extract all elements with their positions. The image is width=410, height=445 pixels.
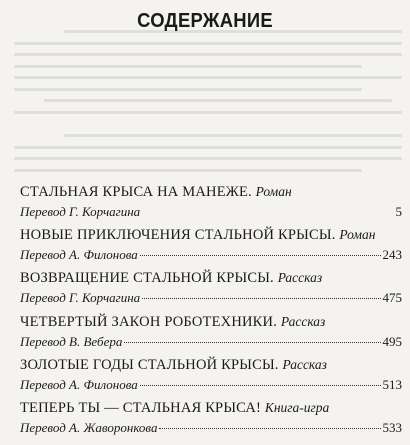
entry-page-number: 243 xyxy=(382,247,402,263)
toc-entry[interactable] xyxy=(20,399,402,442)
entry-page-number: 513 xyxy=(382,376,402,392)
entry-line xyxy=(20,289,402,307)
entry-page-number: 475 xyxy=(382,290,402,306)
entry-line xyxy=(20,333,402,351)
entry-line xyxy=(20,376,402,394)
dot-leader xyxy=(142,298,380,299)
entry-line xyxy=(20,419,402,437)
entry-translator: Перевод А. Жаворонкова xyxy=(20,419,158,435)
entry-translator: Перевод Г. Корчагина xyxy=(20,290,141,306)
entry-translator: Перевод А. Филонова xyxy=(20,376,138,392)
entry-title: ВОЗВРАЩЕНИЕ СТАЛЬНОЙ КРЫСЫ. Рассказ xyxy=(20,270,323,287)
entry-translator: Перевод Г. Корчагина xyxy=(20,204,141,219)
table-of-contents xyxy=(20,183,402,442)
entry-page-number: 495 xyxy=(382,333,402,349)
bleed-through-text xyxy=(14,30,402,180)
toc-entry[interactable] xyxy=(20,356,402,399)
entry-translator: Перевод А. Филонова xyxy=(20,247,138,263)
entry-title: ЗОЛОТЫЕ ГОДЫ СТАЛЬНОЙ КРЫСЫ. Рассказ xyxy=(20,356,327,373)
toc-entry[interactable] xyxy=(20,183,402,226)
entry-page-number: 533 xyxy=(382,419,402,435)
dot-leader xyxy=(159,428,380,429)
toc-entry[interactable] xyxy=(20,226,402,269)
entry-title: ТЕПЕРЬ ТЫ — СТАЛЬНАЯ КРЫСА! Книга-игра xyxy=(20,399,330,416)
toc-entry[interactable] xyxy=(20,269,402,312)
entry-title: НОВЫЕ ПРИКЛЮЧЕНИЯ СТАЛЬНОЙ КРЫСЫ. Роман xyxy=(20,227,376,244)
entry-title: ЧЕТВЕРТЫЙ ЗАКОН РОБОТЕХНИКИ. Рассказ xyxy=(20,313,326,330)
entry-line xyxy=(20,203,402,221)
dot-leader xyxy=(140,255,381,256)
entry-page-number: 5 xyxy=(395,204,402,219)
dot-leader xyxy=(140,385,381,386)
entry-line xyxy=(20,246,402,264)
dot-leader xyxy=(124,342,380,343)
page-title: СОДЕРЖАНИЕ xyxy=(137,10,273,32)
toc-entry[interactable] xyxy=(20,313,402,356)
entry-translator: Перевод В. Вебера xyxy=(20,333,123,349)
entry-title: СТАЛЬНАЯ КРЫСА НА МАНЕЖЕ. Роман xyxy=(20,184,292,200)
